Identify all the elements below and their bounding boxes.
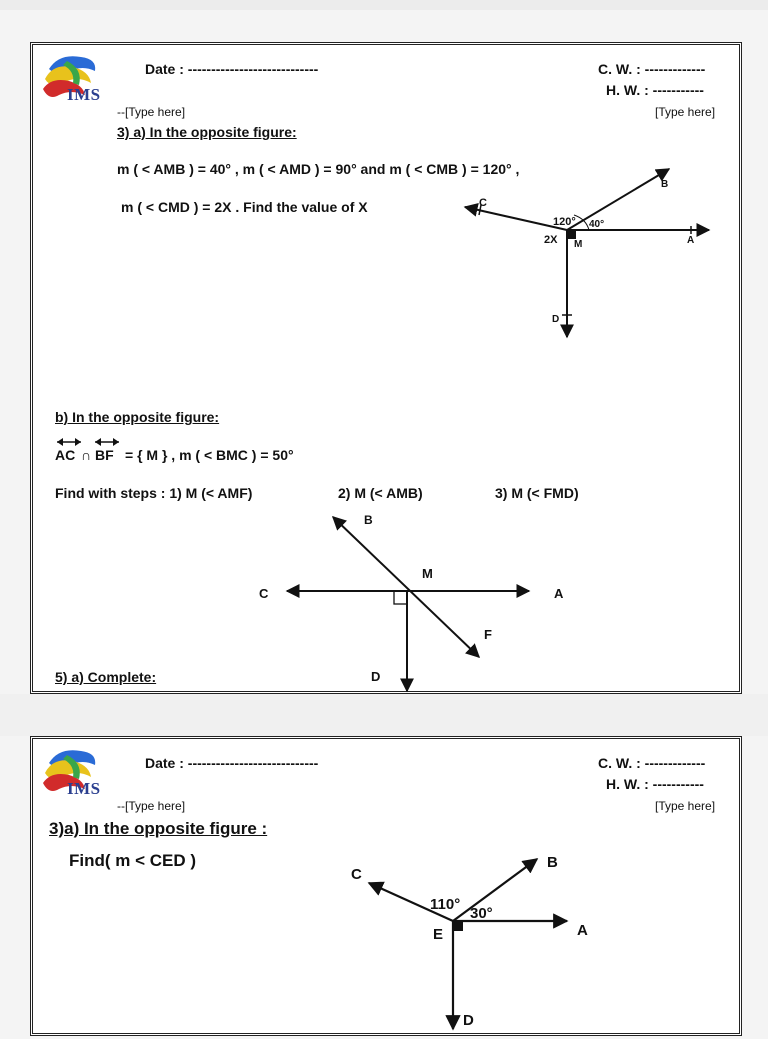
q3b-title: b) In the opposite figure: xyxy=(55,409,220,425)
date-field-2: Date : ---------------------------- xyxy=(145,755,319,771)
label-b2: B xyxy=(364,513,373,527)
label-b3: B xyxy=(547,854,558,871)
logo-text: IMS xyxy=(67,85,101,104)
label-c2: C xyxy=(259,586,269,601)
intersect-symbol: ∩ xyxy=(81,447,92,463)
hw-field: H. W. : ----------- xyxy=(606,82,704,98)
type-here-left-2: --[Type here] xyxy=(117,799,186,813)
label-e3: E xyxy=(433,926,444,943)
label-d3: D xyxy=(463,1012,474,1029)
label-m2: M xyxy=(422,566,433,581)
top-band xyxy=(0,0,768,10)
p2-q3a-find: Find( m < CED ) xyxy=(69,851,197,870)
angle-30-label: 30° xyxy=(470,905,493,922)
label-m: M xyxy=(574,239,583,250)
date-field: Date : ---------------------------- xyxy=(145,61,319,77)
angle-40-label: 40° xyxy=(589,219,605,230)
angle-2x-label: 2X xyxy=(544,234,558,246)
label-c: C xyxy=(479,197,487,209)
q3a-line2: m ( < CMD ) = 2X . Find the value of X xyxy=(121,199,368,215)
label-a3: A xyxy=(577,922,588,939)
right-angle-box xyxy=(394,591,407,604)
worksheet-page-2 xyxy=(30,736,742,1036)
ray-ac-label: AC xyxy=(55,447,76,463)
label-f2: F xyxy=(484,627,492,642)
q3b-find-2: 2) M (< AMB) xyxy=(338,485,423,501)
p2-q3a-title: 3)a) In the opposite figure : xyxy=(49,819,268,838)
ray-bf-label: BF xyxy=(95,447,114,463)
type-here-left: --[Type here] xyxy=(117,105,186,119)
angle-120-label: 120° xyxy=(553,216,576,228)
label-d2: D xyxy=(371,669,381,684)
q3b-find-3: 3) M (< FMD) xyxy=(495,485,579,501)
label-c3: C xyxy=(351,866,362,883)
label-a: A xyxy=(687,235,695,246)
logo-text-2: IMS xyxy=(67,779,101,798)
q3a-line1: m ( < AMB ) = 40° , m ( < AMD ) = 90° and m ( < CMB ) = 120° , xyxy=(117,161,520,177)
ray-eb xyxy=(453,859,537,921)
label-b: B xyxy=(661,179,669,190)
label-a2: A xyxy=(554,586,564,601)
label-d: D xyxy=(552,314,560,325)
cw-field-2: C. W. : ------------- xyxy=(598,755,706,771)
page-gap-band xyxy=(0,694,768,736)
figure-intersecting-lines xyxy=(33,45,745,695)
figure-angles-ced xyxy=(33,739,745,1039)
right-angle-mark-2 xyxy=(453,921,463,931)
worksheet-page-1 xyxy=(30,42,742,694)
angle-110-label: 110° xyxy=(430,896,461,913)
q3a-title: 3) a) In the opposite figure: xyxy=(117,124,297,140)
type-here-right: [Type here] xyxy=(655,105,716,119)
q3b-statement: = { M } , m ( < BMC ) = 50° xyxy=(125,447,294,463)
hw-field-2: H. W. : ----------- xyxy=(606,776,704,792)
q3b-find-1: Find with steps : 1) M (< AMF) xyxy=(55,485,253,501)
type-here-right-2: [Type here] xyxy=(655,799,716,813)
q5a-title: 5) a) Complete: xyxy=(55,669,157,685)
cw-field: C. W. : ------------- xyxy=(598,61,706,77)
